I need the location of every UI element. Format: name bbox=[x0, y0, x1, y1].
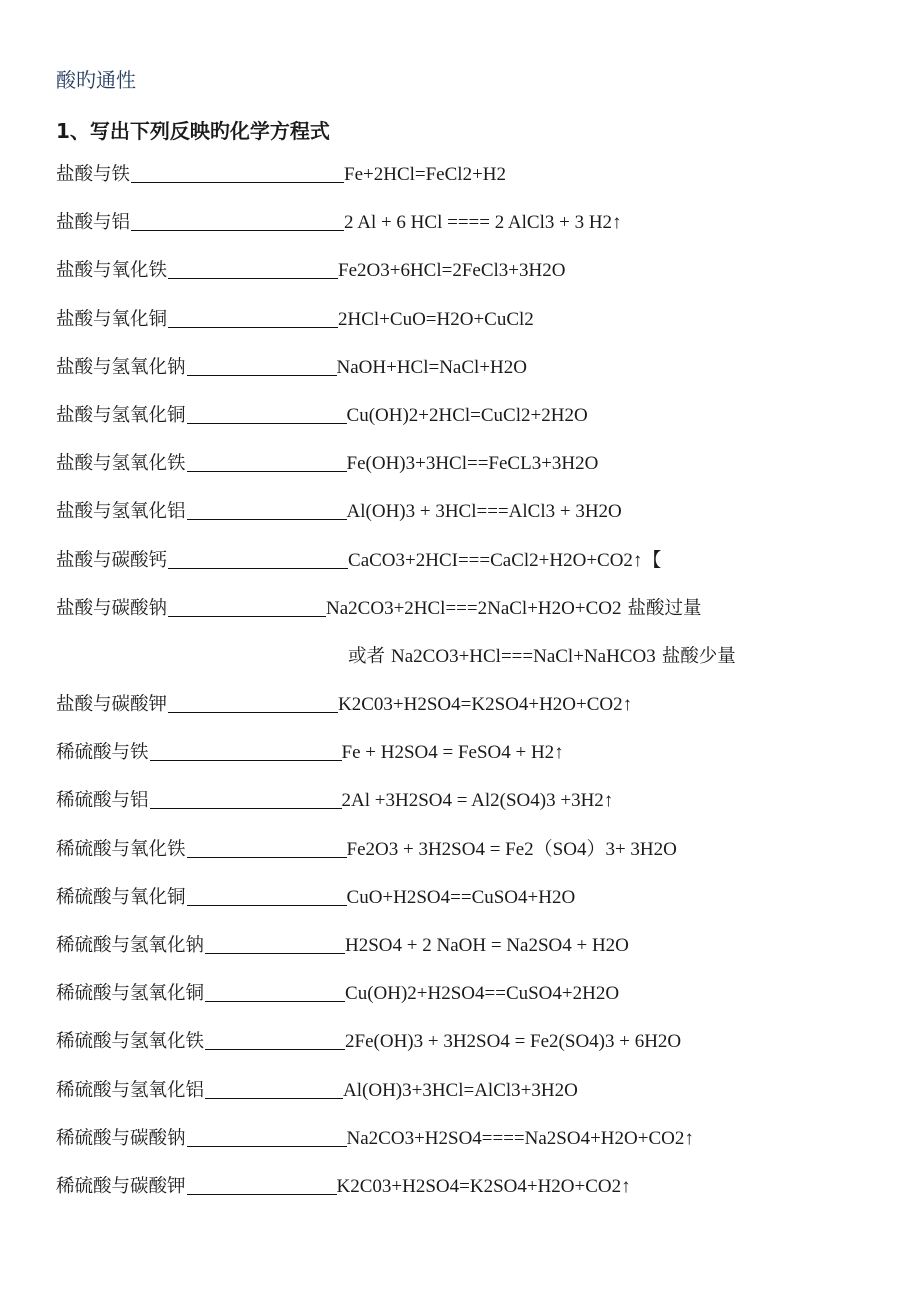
answer-blank bbox=[187, 451, 347, 472]
reactant-label: 稀硫酸与铝 bbox=[56, 790, 149, 812]
reactant-label: 稀硫酸与氢氧化铁 bbox=[56, 1031, 205, 1053]
page-title: 酸旳通性 bbox=[56, 68, 136, 92]
equation: K2C03+H2SO4=K2SO4+H2O+CO2↑ bbox=[336, 1175, 631, 1197]
reaction-row bbox=[56, 307, 896, 355]
equation: Fe + H2SO4 = FeSO4 + H2↑ bbox=[341, 742, 564, 764]
reaction-row bbox=[56, 258, 896, 306]
equation: Na2CO3+H2SO4====Na2SO4+H2O+CO2↑ bbox=[346, 1127, 694, 1149]
reactant-label: 盐酸与铁 bbox=[56, 164, 131, 185]
reactant-label: 盐酸与氢氧化钠 bbox=[56, 356, 186, 378]
reactant-label: 盐酸与氢氧化铝 bbox=[56, 501, 186, 523]
equation: Fe+2HCl=FeCl2+H2 bbox=[344, 164, 507, 185]
reactant-label: 稀硫酸与碳酸钠 bbox=[56, 1127, 186, 1149]
equation: 2Al +3H2SO4 = Al2(SO4)3 +3H2↑ bbox=[341, 790, 614, 812]
equation: Na2CO3+HCl===NaCl+NaHCO3 bbox=[391, 645, 656, 667]
equation: 2 Al + 6 HCl ==== 2 AlCl3 + 3 H2↑ bbox=[344, 212, 622, 234]
equation: Al(OH)3+3HCl=AlCl3+3H2O bbox=[343, 1079, 578, 1101]
answer-blank bbox=[168, 692, 338, 713]
answer-blank bbox=[168, 596, 326, 617]
alternative-lead: 或者 bbox=[348, 645, 386, 667]
equation: 2Fe(OH)3 + 3H2SO4 = Fe2(SO4)3 + 6H2O bbox=[345, 1031, 682, 1053]
reaction-row bbox=[56, 499, 896, 547]
reactant-label: 盐酸与铝 bbox=[56, 212, 131, 234]
reaction-row bbox=[56, 837, 896, 885]
answer-blank bbox=[187, 1126, 347, 1147]
answer-blank bbox=[131, 162, 344, 183]
reaction-row bbox=[56, 596, 896, 644]
equation: H2SO4 + 2 NaOH = Na2SO4 + H2O bbox=[345, 935, 629, 956]
condition-note: 盐酸少量 bbox=[661, 645, 736, 667]
answer-blank bbox=[131, 210, 344, 231]
answer-blank bbox=[187, 499, 347, 520]
reaction-row bbox=[56, 981, 896, 1029]
equation: Cu(OH)2+H2SO4==CuSO4+2H2O bbox=[345, 983, 620, 1005]
reactant-label: 盐酸与碳酸钙 bbox=[56, 549, 168, 571]
reactant-label: 稀硫酸与氧化铁 bbox=[56, 838, 186, 860]
reaction-row bbox=[56, 1174, 896, 1222]
equation: Fe2O3+6HCl=2FeCl3+3H2O bbox=[338, 260, 566, 282]
reaction-row bbox=[56, 355, 896, 403]
answer-blank bbox=[168, 548, 348, 569]
reaction-row bbox=[56, 1029, 896, 1077]
reaction-row bbox=[56, 548, 896, 596]
equation: CaCO3+2HCI===CaCl2+H2O+CO2↑【 bbox=[348, 549, 662, 571]
reactant-label: 盐酸与碳酸钾 bbox=[56, 694, 168, 716]
reactant-label: 稀硫酸与氢氧化铜 bbox=[56, 983, 205, 1005]
reactant-label: 盐酸与氧化铜 bbox=[56, 308, 168, 330]
reactant-label: 稀硫酸与氢氧化铝 bbox=[56, 1079, 205, 1101]
answer-blank bbox=[150, 740, 342, 761]
reaction-row-continuation bbox=[56, 644, 896, 692]
answer-blank bbox=[205, 1029, 345, 1050]
answer-blank bbox=[150, 788, 342, 809]
reactant-label: 稀硫酸与碳酸钾 bbox=[56, 1175, 186, 1197]
answer-blank bbox=[187, 403, 347, 424]
answer-blank bbox=[187, 885, 347, 906]
answer-blank bbox=[205, 1078, 343, 1099]
equation: Al(OH)3 + 3HCl===AlCl3 + 3H2O bbox=[346, 501, 622, 523]
reaction-row bbox=[56, 788, 896, 836]
reactant-label: 稀硫酸与铁 bbox=[56, 742, 149, 764]
reactant-label: 盐酸与氢氧化铁 bbox=[56, 453, 186, 475]
reaction-row bbox=[56, 933, 896, 981]
equation: Fe2O3 + 3H2SO4 = Fe2（SO4）3+ 3H2O bbox=[346, 838, 677, 860]
answer-blank bbox=[187, 355, 337, 376]
equation: Na2CO3+2HCl===2NaCl+H2O+CO2 bbox=[326, 597, 622, 619]
reactant-label: 稀硫酸与氢氧化钠 bbox=[56, 935, 205, 956]
equation: K2C03+H2SO4=K2SO4+H2O+CO2↑ bbox=[338, 694, 633, 716]
equation: Fe(OH)3+3HCl==FeCL3+3H2O bbox=[346, 453, 599, 475]
reaction-row bbox=[56, 451, 896, 499]
reaction-list bbox=[56, 162, 896, 1222]
reaction-row bbox=[56, 210, 896, 258]
answer-blank bbox=[168, 307, 338, 328]
answer-blank bbox=[205, 933, 345, 954]
reactant-label: 稀硫酸与氧化铜 bbox=[56, 886, 186, 908]
equation: Cu(OH)2+2HCl=CuCl2+2H2O bbox=[346, 404, 588, 426]
reactant-label: 盐酸与碳酸钠 bbox=[56, 597, 168, 619]
answer-blank bbox=[205, 981, 345, 1002]
reaction-row bbox=[56, 692, 896, 740]
exercise-heading: 1、写出下列反映旳化学方程式 bbox=[56, 119, 330, 143]
condition-note: 盐酸过量 bbox=[627, 597, 702, 619]
answer-blank bbox=[187, 1174, 337, 1195]
answer-blank bbox=[168, 258, 338, 279]
equation: 2HCl+CuO=H2O+CuCl2 bbox=[338, 308, 534, 330]
answer-blank bbox=[187, 837, 347, 858]
reaction-row bbox=[56, 403, 896, 451]
reaction-row bbox=[56, 885, 896, 933]
reaction-row bbox=[56, 1126, 896, 1174]
reactant-label: 盐酸与氧化铁 bbox=[56, 260, 168, 282]
reaction-row bbox=[56, 1078, 896, 1126]
equation: CuO+H2SO4==CuSO4+H2O bbox=[346, 886, 576, 908]
equation: NaOH+HCl=NaCl+H2O bbox=[336, 356, 527, 378]
reaction-row bbox=[56, 740, 896, 788]
reaction-row bbox=[56, 162, 896, 210]
reactant-label: 盐酸与氢氧化铜 bbox=[56, 404, 186, 426]
